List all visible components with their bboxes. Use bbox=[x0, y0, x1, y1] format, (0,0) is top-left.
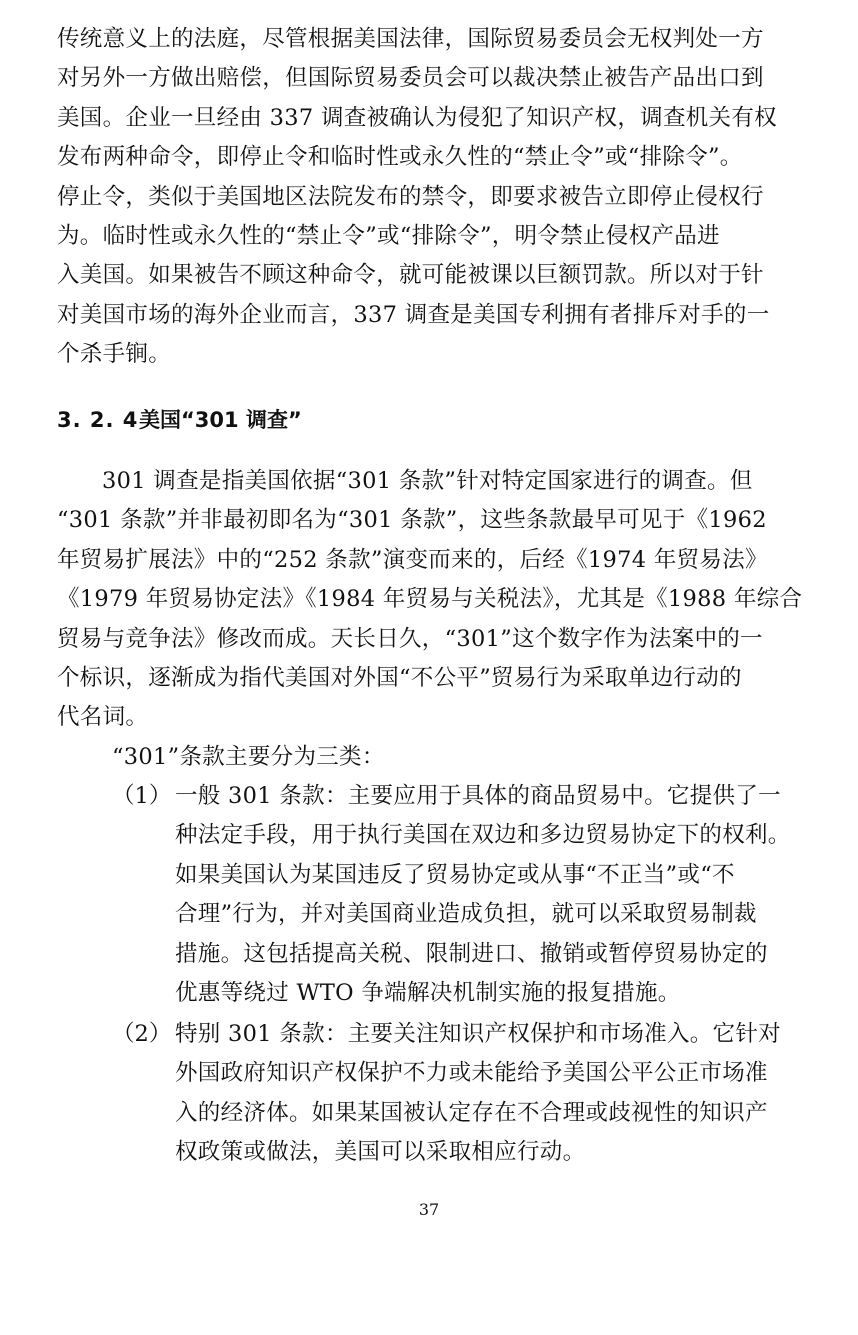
text-line: 入的经济体。如果某国被认定存在不合理或歧视性的知识产 bbox=[175, 1099, 768, 1126]
list-marker: （2） bbox=[112, 1021, 172, 1047]
text-line: 种法定手段，用于执行美国在双边和多边贸易协定下的权利。 bbox=[175, 822, 791, 849]
text-line: 传统意义上的法庭，尽管根据美国法律，国际贸易委员会无权判处一方 bbox=[57, 26, 764, 52]
text-line: 权政策或做法，美国可以采取相应行动。 bbox=[175, 1139, 586, 1166]
text-line: 为。临时性或永久性的“禁止令”或“排除令”，明令禁止侵权产品进 bbox=[57, 222, 720, 249]
text-line: 外国政府知识产权保护不力或未能给予美国公平公正市场准 bbox=[175, 1060, 768, 1087]
text-line: 优惠等绕过 WTO 争端解决机制实施的报复措施。 bbox=[175, 979, 681, 1006]
text-line: 代名词。 bbox=[57, 704, 149, 731]
text-line: 特别 301 条款：主要关注知识产权保护和市场准入。它针对 bbox=[175, 1021, 781, 1047]
text-line: 停止令，类似于美国地区法院发布的禁令，即要求被告立即停止侵权行 bbox=[57, 183, 764, 210]
page-number: 37 bbox=[418, 1200, 440, 1219]
text-line: 对另外一方做出赔偿，但国际贸易委员会可以裁决禁止被告产品出口到 bbox=[57, 65, 764, 92]
paragraph-1 bbox=[57, 20, 817, 375]
section-heading bbox=[57, 400, 302, 440]
section-number: 3. 2. 4 bbox=[57, 408, 139, 432]
text-line: 美国。企业一旦经由 337 调查被确认为侵犯了知识产权，调查机关有权 bbox=[57, 104, 777, 131]
section-title: 美国“301 调查” bbox=[139, 408, 302, 432]
text-line: 个标识，逐渐成为指代美国对外国“不公平”贸易行为采取单边行动的 bbox=[57, 664, 742, 691]
text-line: 年贸易扩展法》中的“252 条款”演变而来的，后经《1974 年贸易法》 bbox=[57, 546, 768, 573]
list-intro bbox=[112, 738, 385, 777]
text-line: 入美国。如果被告不顾这种命令，就可能被课以巨额罚款。所以对于针 bbox=[57, 262, 764, 289]
text-line: 301 调查是指美国依据“301 条款”针对特定国家进行的调查。但 bbox=[102, 468, 753, 494]
list-item-body bbox=[175, 777, 791, 1013]
text-line: 发布两种命令，即停止令和临时性或永久性的“禁止令”或“排除令”。 bbox=[57, 144, 743, 171]
text-line: 对美国市场的海外企业而言，337 调查是美国专利拥有者排斥对手的一 bbox=[57, 301, 770, 328]
text-line: 措施。这包括提高关税、限制进口、撤销或暂停贸易协定的 bbox=[175, 940, 768, 967]
list-intro-text: “301”条款主要分为三类： bbox=[112, 744, 385, 770]
text-line: 如果美国认为某国违反了贸易协定或从事“不正当”或“不 bbox=[175, 861, 735, 888]
paragraph-2 bbox=[57, 462, 817, 738]
list-item-body bbox=[175, 1015, 781, 1173]
list-marker: （1） bbox=[112, 783, 172, 809]
text-line: 个杀手锏。 bbox=[57, 341, 172, 368]
text-line: 合理”行为，并对美国商业造成负担，就可以采取贸易制裁 bbox=[175, 901, 757, 928]
text-line: 《1979 年贸易协定法》《1984 年贸易与关税法》，尤其是《1988 年综合 bbox=[57, 586, 803, 613]
text-line: “301 条款”并非最初即名为“301 条款”，这些条款最早可见于《1962 bbox=[57, 507, 767, 534]
text-line: 贸易与竞争法》修改而成。天长日久，“301”这个数字作为法案中的一 bbox=[57, 625, 763, 652]
text-line: 一般 301 条款：主要应用于具体的商品贸易中。它提供了一 bbox=[175, 783, 781, 809]
